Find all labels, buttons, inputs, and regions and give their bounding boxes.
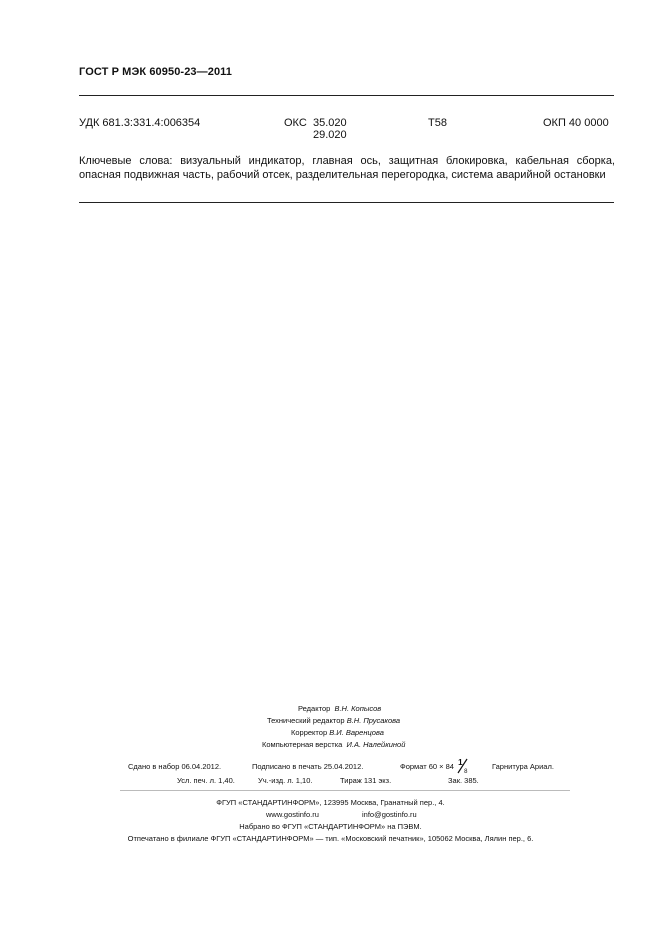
tech-editor-name: В.Н. Прусакова <box>346 716 401 725</box>
imprint-rule <box>120 790 570 791</box>
publisher-site: www.gostinfo.ru <box>266 810 319 819</box>
printed-note: Отпечатано в филиале ФГУП «СТАНДАРТИНФОРМ» — тип. «Московский печатник», 105062 Москва, Лялин пер., 6. <box>127 834 534 843</box>
udk-code: УДК 681.3:331.4:006354 <box>79 117 201 129</box>
corrector-name: В.И. Варенцова <box>329 728 384 737</box>
print-run: Тираж 131 экз. <box>340 776 392 785</box>
typeface: Гарнитура Ариал. <box>492 762 554 771</box>
format-denominator: 8 <box>464 769 468 776</box>
layout-label: Компьютерная верстка <box>262 740 343 749</box>
oks-label: ОКС <box>284 117 307 129</box>
editor-name: В.Н. Копысов <box>334 704 382 713</box>
oks-code-2: 29.020 <box>313 129 347 141</box>
layout-line <box>262 739 405 751</box>
keywords: Ключевые слова: визуальный индикатор, главная ось, защитная блокировка, кабельная сборка, опасная подвижная часть, рабочий отсек, разделительная перегородка, система аварийной остановки <box>79 155 615 181</box>
tech-editor-line <box>267 715 400 727</box>
publisher-sheets: Уч.-изд. л. 1,10. <box>258 776 313 785</box>
editor-line <box>298 703 381 715</box>
publisher-address: ФГУП «СТАНДАРТИНФОРМ», 123995 Москва, Гранатный пер., 4. <box>216 798 445 807</box>
keywords-rule <box>79 202 614 203</box>
oks-code-1: 35.020 <box>313 117 347 129</box>
okp-code: ОКП 40 0000 <box>543 117 609 129</box>
editor-label: Редактор <box>298 704 331 713</box>
order-number: Зак. 385. <box>448 776 479 785</box>
typeset-date: Сдано в набор 06.04.2012. <box>128 762 222 771</box>
t-code: Т58 <box>428 117 447 129</box>
format-numerator: 1 <box>458 758 463 768</box>
print-sheets: Усл. печ. л. 1,40. <box>177 776 235 785</box>
signed-date: Подписано в печать 25.04.2012. <box>252 762 364 771</box>
corrector-line <box>291 727 384 739</box>
format-fraction <box>456 758 470 776</box>
publisher-email: info@gostinfo.ru <box>362 810 417 819</box>
layout-name: И.А. Налейкиной <box>346 740 406 749</box>
typeset-note: Набрано во ФГУП «СТАНДАРТИНФОРМ» на ПЭВМ. <box>239 822 422 831</box>
format-line <box>400 758 470 776</box>
format-label: Формат 60 × 84 <box>400 762 454 771</box>
corrector-label: Корректор <box>291 728 328 737</box>
tech-editor-label: Технический редактор <box>267 716 345 725</box>
header-rule <box>79 95 614 96</box>
standard-designation: ГОСТ Р МЭК 60950-23—2011 <box>79 66 232 78</box>
